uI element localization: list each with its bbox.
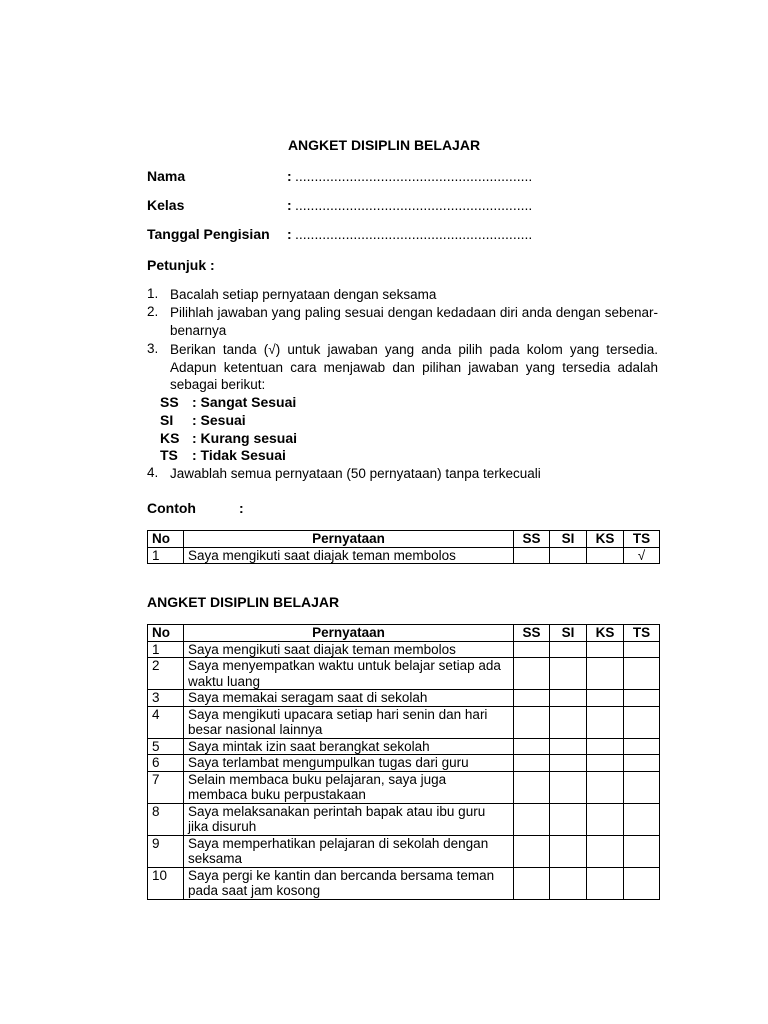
answer-cell-si[interactable] [550, 835, 587, 867]
answer-cell-ts[interactable] [624, 690, 660, 707]
answer-cell-ss[interactable] [514, 755, 550, 772]
option-desc: : Sesuai [192, 412, 246, 428]
header-ts: TS [624, 531, 660, 548]
table-row [148, 658, 660, 690]
answer-cell-ks[interactable] [587, 771, 624, 803]
instruction-number: 4. [147, 465, 159, 480]
header-si: SI [550, 531, 587, 548]
table-row [148, 706, 660, 738]
row-statement: Saya melaksanakan perintah bapak atau ibu guru jika disuruh [184, 803, 514, 835]
field-value: ............................................................. [295, 168, 533, 184]
answer-cell-ts[interactable] [624, 771, 660, 803]
header-ts: TS [624, 625, 660, 642]
answer-cell-ks[interactable] [587, 755, 624, 772]
field-kelas [147, 197, 533, 213]
row-statement: Saya mengikuti saat diajak teman membolos [184, 641, 514, 658]
table-row [148, 547, 660, 564]
answer-cell-ss[interactable] [514, 738, 550, 755]
row-statement: Saya mengikuti saat diajak teman membolos [184, 547, 514, 564]
answer-cell-ts[interactable] [624, 706, 660, 738]
field-nama [147, 168, 533, 184]
answer-cell-ts[interactable] [624, 867, 660, 899]
answer-cell-si[interactable] [550, 641, 587, 658]
instruction-text: Berikan tanda (√) untuk jawaban yang anda pilih pada kolom yang tersedia. Adapun ketentuan cara menjawab dan pilihan jawaban yang tersedia adalah sebagai berikut: [170, 342, 658, 392]
option-code: KS [160, 430, 180, 446]
option-code: SI [160, 412, 174, 428]
example-table [147, 530, 660, 564]
field-label: Kelas [147, 197, 185, 213]
answer-cell-ks[interactable] [587, 706, 624, 738]
option-item [160, 412, 246, 428]
answer-cell-ss[interactable] [514, 658, 550, 690]
answer-cell-si[interactable] [550, 867, 587, 899]
table-row [148, 835, 660, 867]
answer-cell-ss[interactable] [514, 706, 550, 738]
answer-cell-ss[interactable] [514, 867, 550, 899]
questionnaire-body [148, 641, 660, 899]
answer-cell-si [550, 547, 587, 564]
answer-cell-ss[interactable] [514, 690, 550, 707]
table-header-row [148, 625, 660, 642]
instruction-item [147, 465, 658, 483]
row-number: 7 [148, 771, 184, 803]
answer-cell-ts[interactable] [624, 755, 660, 772]
answer-cell-ks[interactable] [587, 803, 624, 835]
field-label: Nama [147, 168, 186, 184]
option-item [160, 430, 297, 446]
answer-cell-ks [587, 547, 624, 564]
field-colon: : [287, 226, 292, 242]
option-item [160, 447, 286, 463]
instruction-text: Jawablah semua pernyataan (50 pernyataan) tanpa terkecuali [170, 466, 541, 481]
instruction-text: Bacalah setiap pernyataan dengan seksama [170, 287, 437, 302]
answer-cell-ts[interactable] [624, 641, 660, 658]
answer-cell-ks[interactable] [587, 658, 624, 690]
option-desc: : Kurang sesuai [192, 430, 298, 446]
instruction-text: Pilihlah jawaban yang paling sesuai dengan kedadaan diri anda dengan sebenar-benarnya [170, 305, 658, 338]
answer-cell-si[interactable] [550, 658, 587, 690]
example-label [147, 500, 244, 516]
answer-cell-si[interactable] [550, 738, 587, 755]
section-title: ANGKET DISIPLIN BELAJAR [147, 594, 340, 610]
answer-cell-ss[interactable] [514, 803, 550, 835]
answer-cell-ts: √ [624, 547, 660, 564]
instruction-item [147, 341, 658, 394]
instruction-item [147, 286, 658, 304]
field-tanggal [147, 226, 533, 242]
answer-cell-ts[interactable] [624, 658, 660, 690]
answer-cell-ss[interactable] [514, 835, 550, 867]
option-item [160, 394, 296, 410]
answer-cell-ss[interactable] [514, 771, 550, 803]
header-no: No [148, 531, 184, 548]
row-number: 3 [148, 690, 184, 707]
header-ks: KS [587, 625, 624, 642]
option-desc: : Tidak Sesuai [192, 447, 286, 463]
answer-cell-si[interactable] [550, 755, 587, 772]
table-row [148, 755, 660, 772]
row-number: 9 [148, 835, 184, 867]
row-number: 1 [148, 547, 184, 564]
table-row [148, 641, 660, 658]
header-si: SI [550, 625, 587, 642]
instruction-number: 3. [147, 341, 159, 356]
instruction-number: 1. [147, 286, 159, 301]
row-statement: Saya memakai seragam saat di sekolah [184, 690, 514, 707]
row-number: 1 [148, 641, 184, 658]
answer-cell-ks[interactable] [587, 867, 624, 899]
answer-cell-si[interactable] [550, 706, 587, 738]
answer-cell-ts[interactable] [624, 738, 660, 755]
table-row [148, 867, 660, 899]
row-number: 10 [148, 867, 184, 899]
answer-cell-ks[interactable] [587, 641, 624, 658]
answer-cell-si[interactable] [550, 771, 587, 803]
example-colon: : [239, 500, 244, 516]
answer-cell-ss [514, 547, 550, 564]
header-ss: SS [514, 625, 550, 642]
answer-cell-ss[interactable] [514, 641, 550, 658]
answer-cell-ks[interactable] [587, 835, 624, 867]
field-colon: : [287, 168, 292, 184]
row-number: 6 [148, 755, 184, 772]
header-no: No [148, 625, 184, 642]
answer-cell-ks[interactable] [587, 690, 624, 707]
field-colon: : [287, 197, 292, 213]
row-statement: Saya mengikuti upacara setiap hari senin dan hari besar nasional lainnya [184, 706, 514, 738]
instruction-number: 2. [147, 304, 159, 319]
header-ks: KS [587, 531, 624, 548]
row-statement: Saya pergi ke kantin dan bercanda bersama teman pada saat jam kosong [184, 867, 514, 899]
answer-cell-si[interactable] [550, 803, 587, 835]
table-row [148, 771, 660, 803]
field-value: ............................................................. [295, 226, 533, 242]
row-number: 8 [148, 803, 184, 835]
row-statement: Saya menyempatkan waktu untuk belajar setiap ada waktu luang [184, 658, 514, 690]
instruction-item [147, 304, 658, 339]
table-row [148, 803, 660, 835]
answer-cell-ks[interactable] [587, 738, 624, 755]
table-row [148, 690, 660, 707]
row-number: 2 [148, 658, 184, 690]
answer-cell-si[interactable] [550, 690, 587, 707]
option-desc: : Sangat Sesuai [192, 394, 297, 410]
row-statement: Selain membaca buku pelajaran, saya juga membaca buku perpustakaan [184, 771, 514, 803]
row-statement: Saya mintak izin saat berangkat sekolah [184, 738, 514, 755]
row-number: 4 [148, 706, 184, 738]
example-label-text: Contoh [147, 500, 196, 516]
questionnaire-table [147, 624, 660, 900]
instructions-heading: Petunjuk : [147, 257, 215, 273]
answer-cell-ts[interactable] [624, 803, 660, 835]
header-pernyataan: Pernyataan [184, 625, 514, 642]
header-pernyataan: Pernyataan [184, 531, 514, 548]
page-title: ANGKET DISIPLIN BELAJAR [287, 137, 481, 153]
row-number: 5 [148, 738, 184, 755]
header-ss: SS [514, 531, 550, 548]
field-label: Tanggal Pengisian [147, 226, 270, 242]
option-code: SS [160, 394, 179, 410]
row-statement: Saya memperhatikan pelajaran di sekolah dengan seksama [184, 835, 514, 867]
option-code: TS [160, 447, 178, 463]
row-statement: Saya terlambat mengumpulkan tugas dari guru [184, 755, 514, 772]
table-row [148, 738, 660, 755]
table-header-row [148, 531, 660, 548]
answer-cell-ts[interactable] [624, 835, 660, 867]
field-value: ............................................................. [295, 197, 533, 213]
